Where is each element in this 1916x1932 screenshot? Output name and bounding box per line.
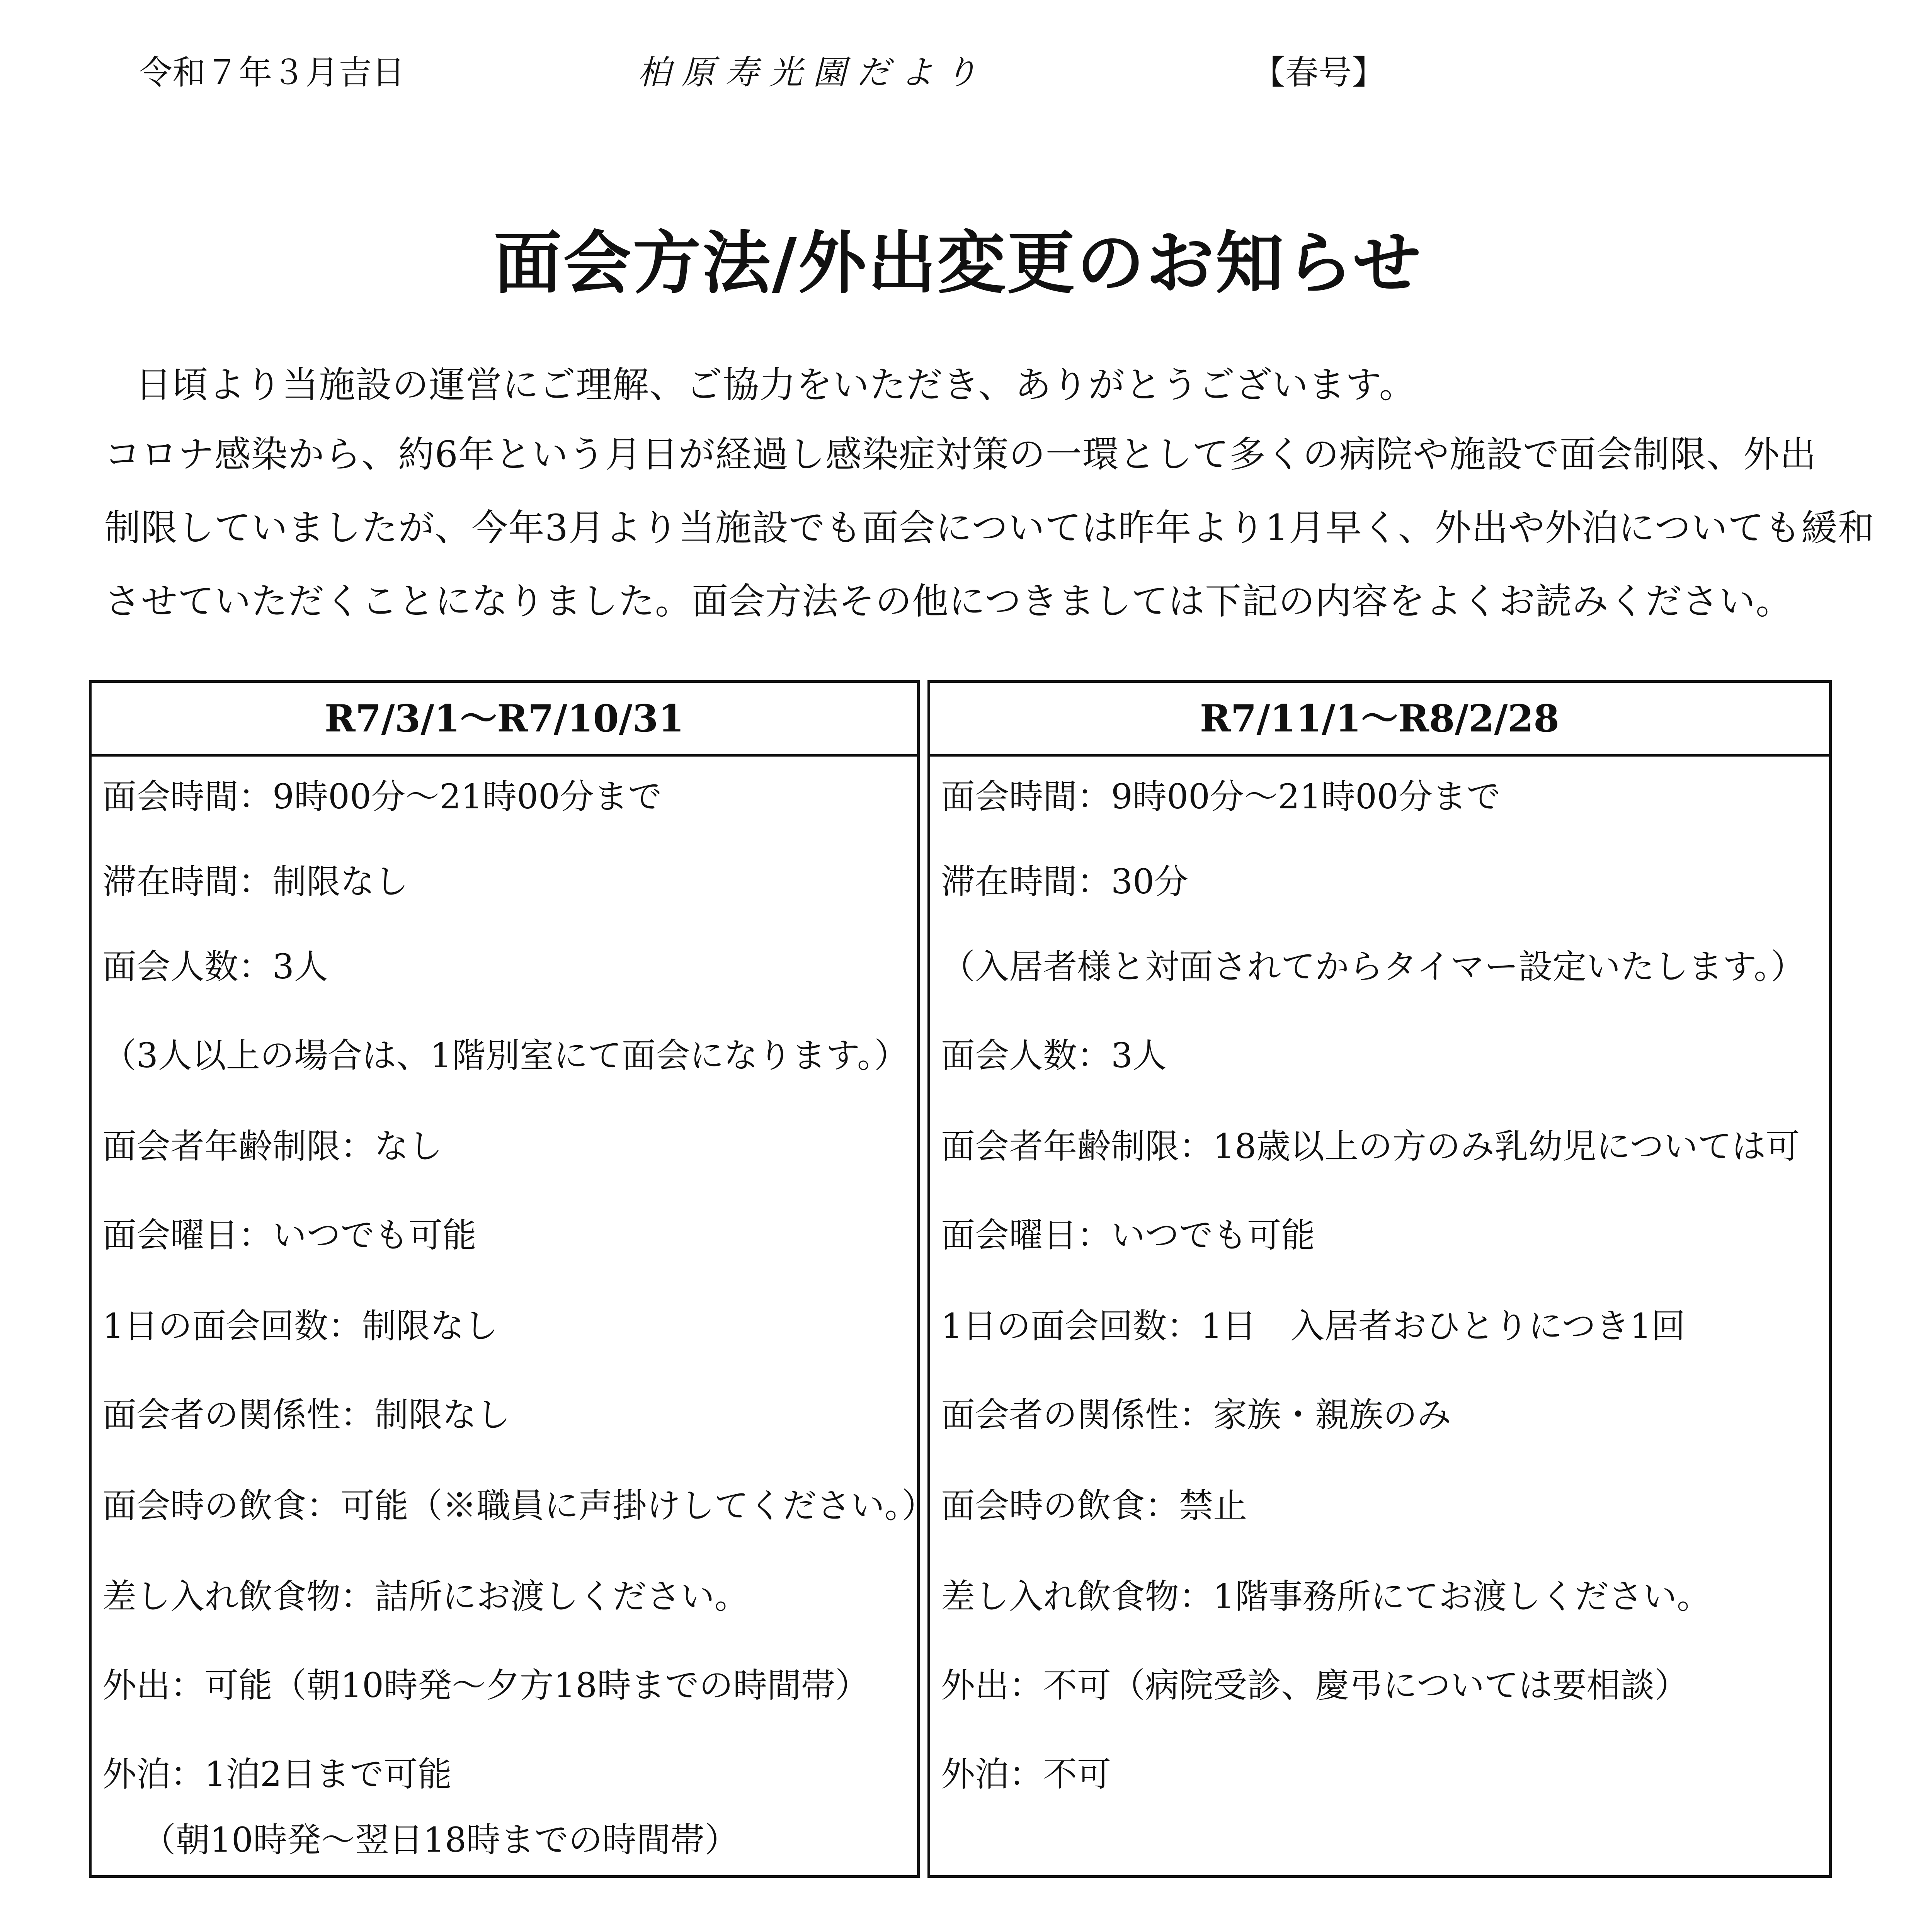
period-box-1 [89, 680, 936, 1878]
period-1-row: 1日の面会回数：制限なし [102, 1306, 498, 1346]
period-1-row: 差し入れ飲食物：詰所にお渡しください。 [102, 1577, 749, 1616]
period-1-row: 面会者年齢制限：なし [102, 1126, 443, 1166]
period-1-heading: R7/3/1～R7/10/31 [92, 683, 917, 757]
period-2-row: 面会者年齢制限：18歳以上の方のみ乳幼児については可 [941, 1126, 1800, 1166]
period-box-2 [927, 680, 1832, 1878]
period-2-row: 面会人数：3人 [941, 1036, 1167, 1075]
period-2-row: 面会曜日：いつでも可能 [941, 1215, 1315, 1255]
period-2-heading: R7/11/1～R8/2/28 [930, 683, 1829, 757]
period-2-row: 滞在時間：30分 [941, 862, 1188, 901]
intro-line-4: させていただくことになりました。面会方法その他につきましては下記の内容をよくお読みください。 [104, 580, 1793, 622]
period-2-row: 1日の面会回数：1日 入居者おひとりにつき1回 [941, 1306, 1686, 1346]
period-1-row: 面会曜日：いつでも可能 [102, 1215, 477, 1255]
period-2-row: 外出：不可（病院受診、慶弔については要相談） [941, 1665, 1689, 1705]
period-1-row: （3人以上の場合は、1階別室にて面会になります。） [102, 1036, 908, 1075]
issue-label: 【春号】 [1252, 53, 1385, 92]
period-2-row: 面会時間：9時00分～21時00分まで [941, 777, 1501, 816]
period-1-row: 外泊：1泊2日まで可能 [102, 1754, 452, 1794]
period-1-row: 滞在時間：制限なし [102, 862, 409, 901]
period-1-row: 面会時間：9時00分～21時00分まで [102, 777, 662, 816]
period-1-row: （朝10時発～翌日18時までの時間帯） [142, 1820, 738, 1860]
period-2-row: （入居者様と対面されてからタイマー設定いたします。） [941, 947, 1805, 986]
period-2-row: 面会時の飲食：禁止 [941, 1486, 1247, 1526]
period-1-row: 面会時の飲食：可能（※職員に声掛けしてください。） [102, 1486, 936, 1526]
intro-line-2: コロナ感染から、約6年という月日が経過し感染症対策の一環として多くの病院や施設で面会制限、外出 [104, 434, 1817, 476]
period-1-row: 面会人数：3人 [102, 947, 328, 986]
period-1-row: 外出：可能（朝10時発～夕方18時までの時間帯） [102, 1665, 869, 1705]
intro-line-1: 日頃より当施設の運営にご理解、ご協力をいただき、ありがとうございます。 [135, 364, 1416, 406]
page-title: 面会方法/外出変更のお知らせ [493, 223, 1423, 303]
period-2-row: 外泊：不可 [941, 1754, 1111, 1794]
period-2-row: 面会者の関係性：家族・親族のみ [941, 1395, 1451, 1435]
issue-date: 令和７年３月吉日 [139, 53, 405, 92]
period-1-row: 面会者の関係性：制限なし [102, 1395, 511, 1435]
newsletter-name: 柏 原 寿 光 園 だ よ り [638, 53, 978, 92]
intro-line-3: 制限していましたが、今年3月より当施設でも面会については昨年より1月早く、外出や外泊についても緩和 [104, 507, 1875, 549]
period-2-row: 差し入れ飲食物：1階事務所にてお渡しください。 [941, 1577, 1711, 1616]
